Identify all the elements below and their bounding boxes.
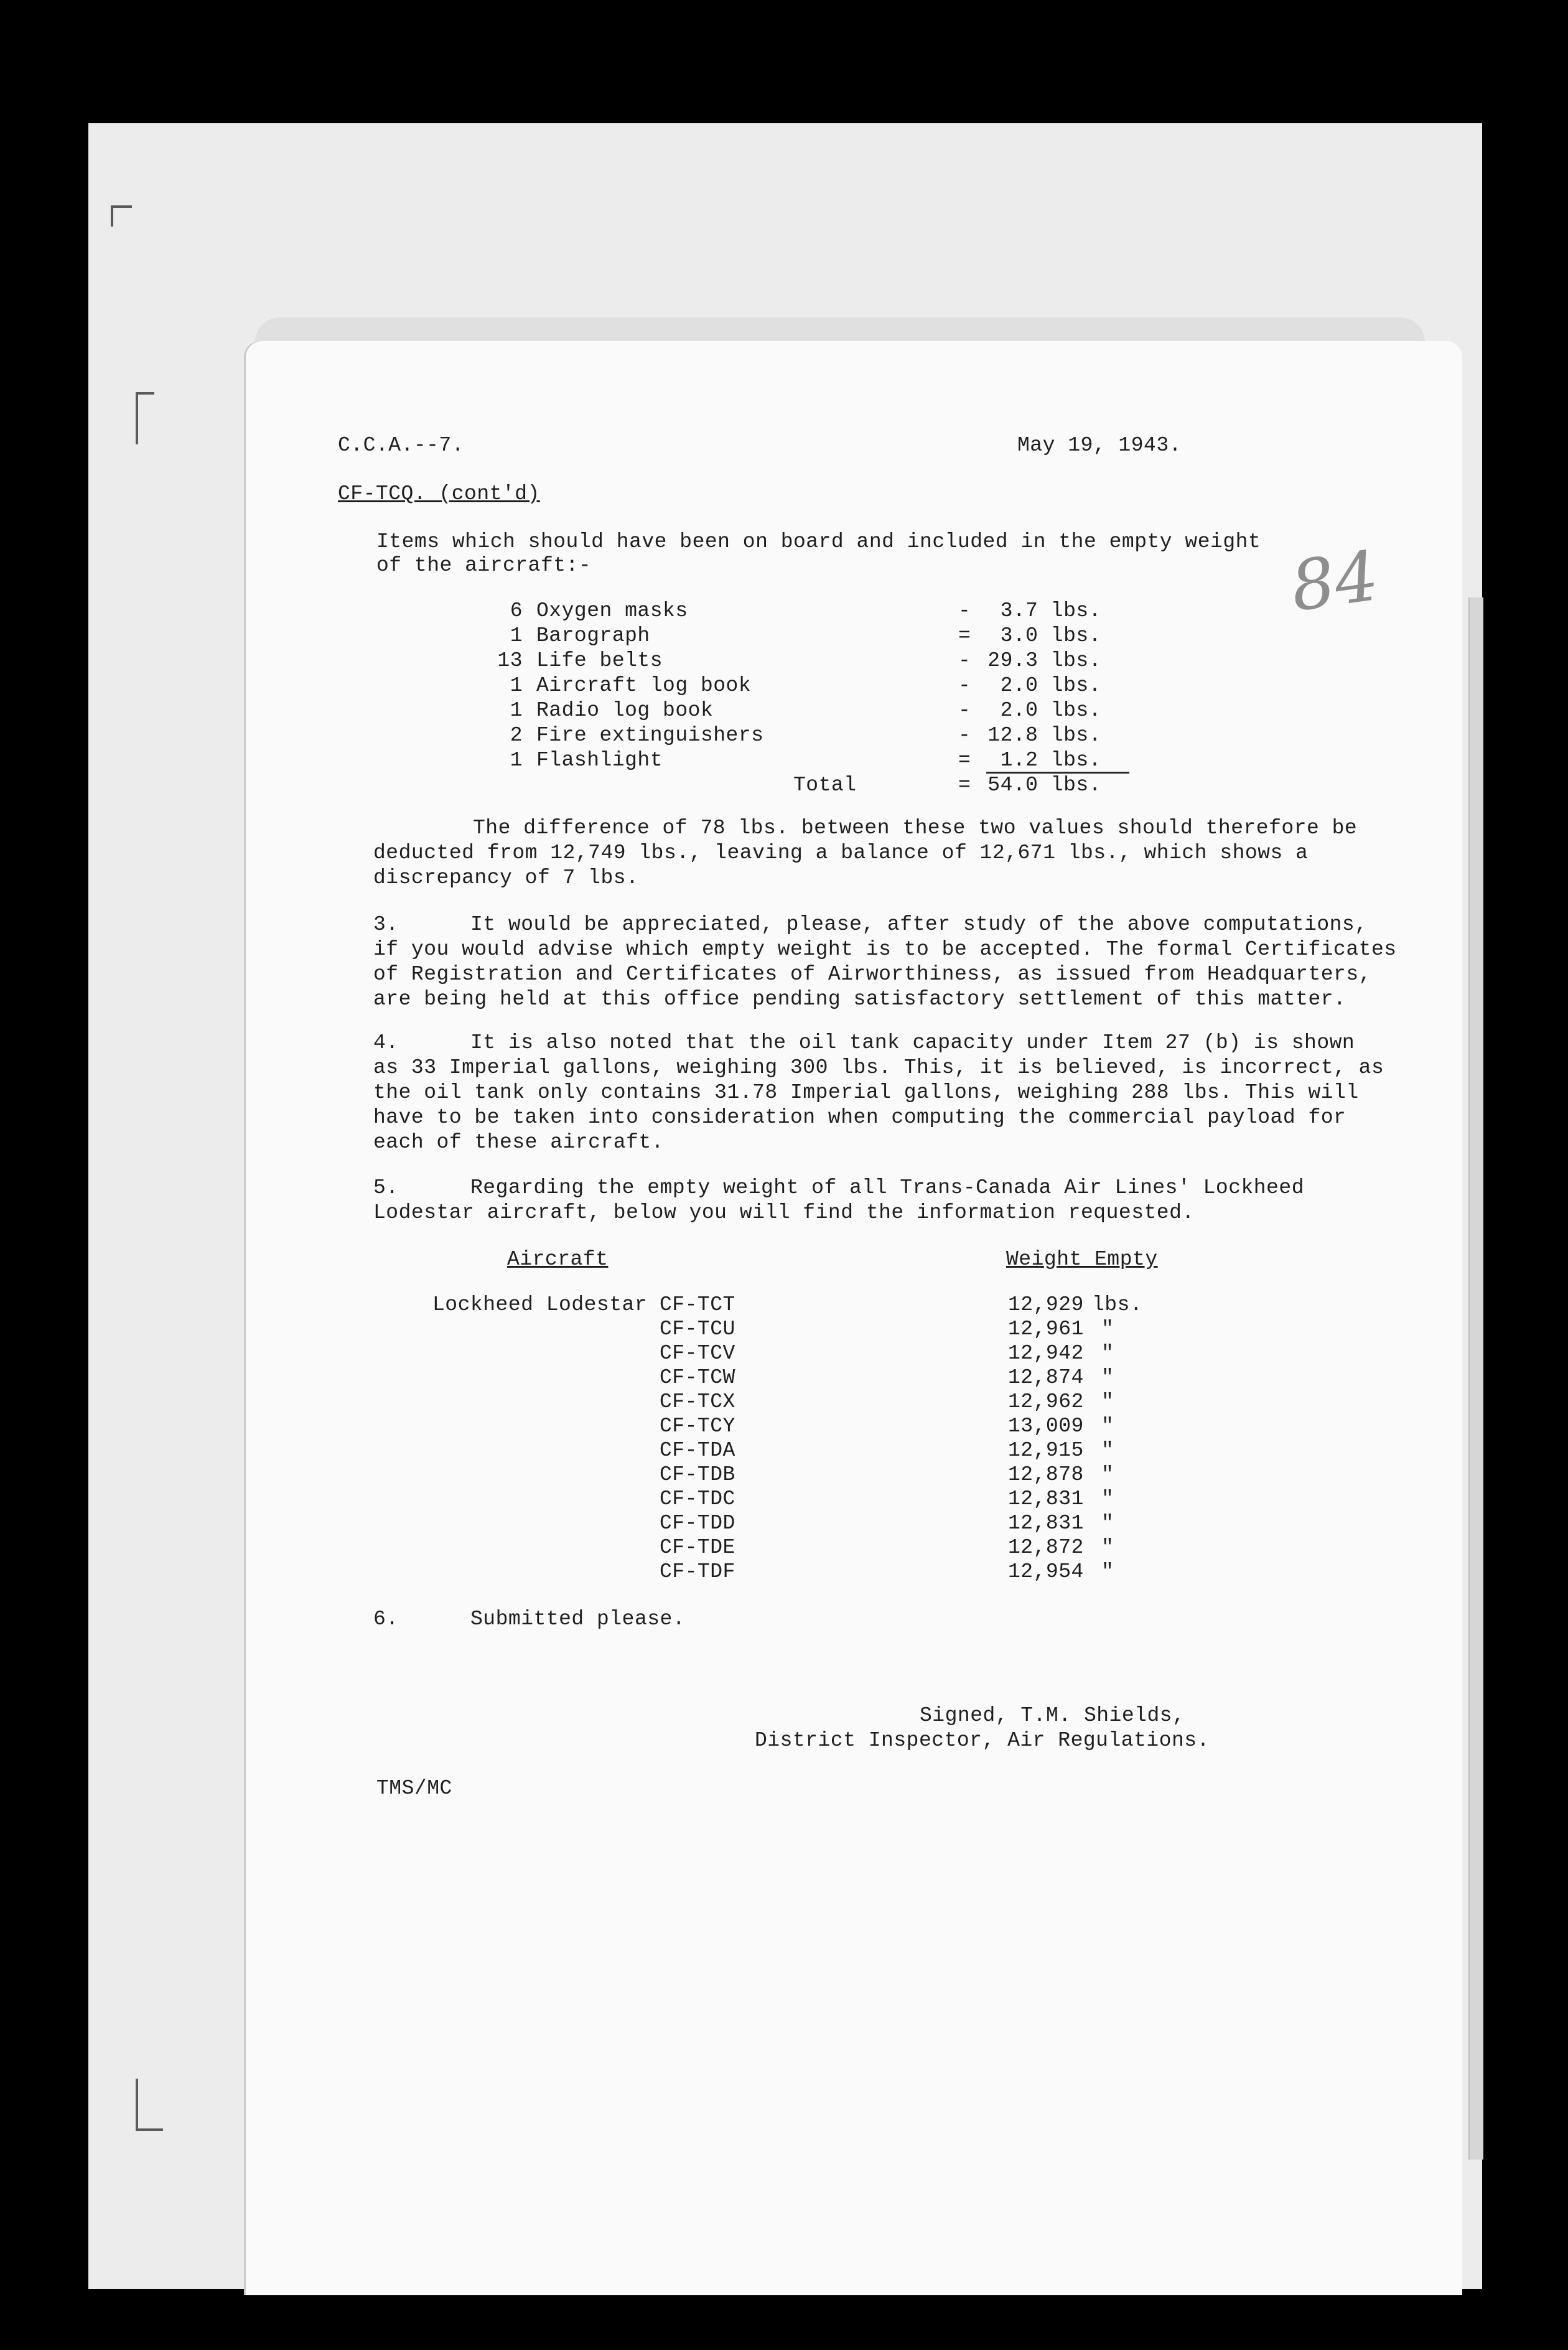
weight-unit: " <box>1101 1560 1114 1583</box>
aircraft-weight: 12,872 <box>1008 1536 1084 1559</box>
weight-unit: " <box>1101 1487 1114 1510</box>
paragraph-4-line: have to be taken into consideration when computing the commercial payload for <box>373 1106 1346 1129</box>
aircraft-registration: CF-TCV <box>660 1342 735 1365</box>
paragraph-3-line: It would be appreciated, please, after study of the above computations, <box>470 913 1368 936</box>
item-separator: - <box>958 674 971 697</box>
item-qty: 1 <box>510 674 523 697</box>
item-name: Life belts <box>536 649 663 672</box>
column-header-aircraft: Aircraft <box>507 1248 609 1271</box>
subject-line: CF-TCQ. (cont'd) <box>338 482 540 505</box>
aircraft-weight: 12,961 <box>1008 1318 1084 1341</box>
item-separator: - <box>958 699 971 722</box>
aircraft-type: Lockheed Lodestar <box>432 1293 648 1316</box>
aircraft-registration: CF-TCU <box>660 1318 735 1341</box>
difference-line: deducted from 12,749 lbs., leaving a balance of 12,671 lbs., which shows a <box>373 841 1309 864</box>
corner-mark <box>136 2079 163 2131</box>
item-weight: 12.8 lbs. <box>987 724 1101 747</box>
letter-date: May 19, 1943. <box>1017 434 1182 457</box>
difference-line: discrepancy of 7 lbs. <box>373 866 639 889</box>
aircraft-registration: CF-TCW <box>660 1366 735 1389</box>
item-name: Oxygen masks <box>536 599 688 622</box>
paragraph-5-line: Lodestar aircraft, below you will find the information requested. <box>373 1201 1195 1224</box>
paragraph-4-line: each of these aircraft. <box>373 1131 664 1154</box>
item-qty: 2 <box>510 724 523 747</box>
item-weight: 2.0 lbs. <box>1000 674 1101 697</box>
item-weight: 29.3 lbs. <box>987 649 1101 672</box>
paragraph-4-line: It is also noted that the oil tank capacity under Item 27 (b) is shown <box>470 1031 1355 1054</box>
aircraft-registration: CF-TCT <box>660 1293 735 1316</box>
aircraft-registration: CF-TCY <box>660 1415 735 1438</box>
weight-unit: " <box>1101 1439 1114 1462</box>
typist-initials: TMS/MC <box>376 1777 452 1800</box>
weight-unit: lbs. <box>1092 1293 1143 1316</box>
aircraft-registration: CF-TDF <box>660 1560 735 1583</box>
item-qty: 1 <box>510 699 523 722</box>
signature-name: Signed, T.M. Shields, <box>920 1704 1185 1727</box>
item-weight: 2.0 lbs. <box>1000 699 1101 722</box>
paragraph-3-line: of Registration and Certificates of Airworthiness, as issued from Headquarters, <box>373 963 1371 986</box>
weight-unit: " <box>1101 1390 1114 1413</box>
aircraft-registration: CF-TDB <box>660 1463 735 1486</box>
item-separator: - <box>958 724 971 747</box>
total-weight: 54.0 lbs. <box>987 774 1101 797</box>
total-separator: = <box>958 774 971 797</box>
aircraft-registration: CF-TCX <box>660 1390 735 1413</box>
paragraph-number: 4. <box>373 1031 399 1054</box>
aircraft-weight: 12,915 <box>1008 1439 1084 1462</box>
item-separator: - <box>958 649 971 672</box>
paragraph-4-line: the oil tank only contains 31.78 Imperial gallons, weighing 288 lbs. This will <box>373 1081 1359 1104</box>
item-separator: = <box>958 749 971 772</box>
item-name: Aircraft log book <box>536 674 752 697</box>
weight-unit: " <box>1101 1536 1114 1559</box>
reference-number: C.C.A.--7. <box>338 434 465 457</box>
weight-unit: " <box>1101 1463 1114 1486</box>
paragraph-number: 6. <box>373 1608 399 1631</box>
item-qty: 1 <box>510 749 523 772</box>
paragraph-3-line: if you would advise which empty weight is to be accepted. The formal Certificates <box>373 938 1397 961</box>
difference-line: The difference of 78 lbs. between these two values should therefore be <box>473 817 1358 840</box>
aircraft-weight: 12,929 <box>1008 1293 1084 1316</box>
weight-unit: " <box>1101 1366 1114 1389</box>
item-name: Barograph <box>536 624 650 647</box>
aircraft-registration: CF-TDC <box>660 1487 735 1510</box>
weight-unit: " <box>1101 1318 1114 1341</box>
item-name: Radio log book <box>536 699 714 722</box>
item-name: Fire extinguishers <box>536 724 764 747</box>
aircraft-weight: 12,831 <box>1008 1512 1084 1535</box>
column-header-weight-empty: Weight Empty <box>1006 1248 1158 1271</box>
weight-unit: " <box>1101 1512 1114 1535</box>
item-weight: 3.0 lbs. <box>1000 624 1101 647</box>
item-weight: 1.2 lbs. <box>1000 749 1101 772</box>
sheet-shadow <box>255 317 1425 342</box>
paragraph-4-line: as 33 Imperial gallons, weighing 300 lbs. This, it is believed, is incorrect, as <box>373 1056 1384 1079</box>
intro-line: of the aircraft:- <box>376 554 592 577</box>
underlying-sheet-edge <box>1468 597 1483 2160</box>
aircraft-weight: 13,009 <box>1008 1415 1084 1438</box>
item-qty: 1 <box>510 624 523 647</box>
aircraft-weight: 12,942 <box>1008 1342 1084 1365</box>
weight-unit: " <box>1101 1342 1114 1365</box>
corner-mark <box>136 392 154 444</box>
aircraft-weight: 12,878 <box>1008 1463 1084 1486</box>
paragraph-number: 5. <box>373 1176 399 1199</box>
submitted-line: Submitted please. <box>470 1608 686 1631</box>
signature-title: District Inspector, Air Regulations. <box>755 1729 1210 1752</box>
aircraft-registration: CF-TDD <box>660 1512 735 1535</box>
letter-page <box>246 341 1462 2295</box>
paragraph-number: 3. <box>373 913 399 936</box>
intro-line: Items which should have been on board and included in the empty weight <box>376 530 1261 553</box>
paragraph-5-line: Regarding the empty weight of all Trans-Canada Air Lines' Lockheed <box>470 1176 1305 1199</box>
item-qty: 6 <box>510 599 523 622</box>
aircraft-registration: CF-TDE <box>660 1536 735 1559</box>
weight-unit: " <box>1101 1415 1114 1438</box>
aircraft-registration: CF-TDA <box>660 1439 735 1462</box>
corner-mark <box>111 205 132 227</box>
handwritten-page-number: 84 <box>1286 535 1384 627</box>
aircraft-weight: 12,831 <box>1008 1487 1084 1510</box>
total-label: Total <box>793 774 857 797</box>
paragraph-3-line: are being held at this office pending satisfactory settlement of this matter. <box>373 988 1346 1011</box>
aircraft-weight: 12,874 <box>1008 1366 1084 1389</box>
aircraft-weight: 12,954 <box>1008 1560 1084 1583</box>
item-name: Flashlight <box>536 749 663 772</box>
aircraft-weight: 12,962 <box>1008 1390 1084 1413</box>
item-qty: 13 <box>497 649 523 672</box>
item-separator: = <box>958 624 971 647</box>
item-separator: - <box>958 599 971 622</box>
item-weight: 3.7 lbs. <box>1000 599 1101 622</box>
